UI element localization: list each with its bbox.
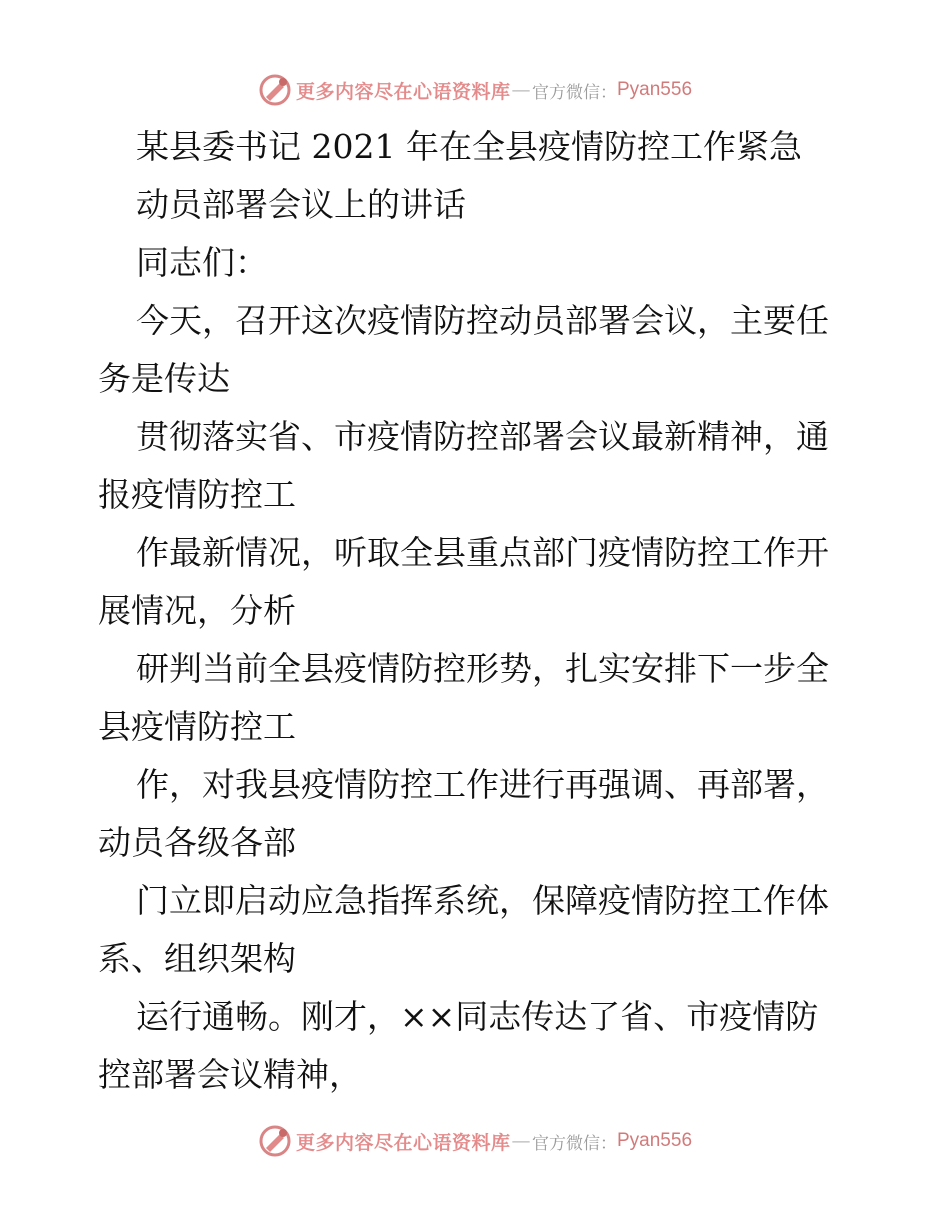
watermark-text: 更多内容尽在心语资料库 xyxy=(295,80,511,103)
paragraph-line: 研判当前全县疫情防控形势，扎实安排下一步全 xyxy=(136,649,829,688)
paragraph-line: 门立即启动应急指挥系统，保障疫情防控工作体 xyxy=(136,881,829,920)
paragraph-line: 县疫情防控工 xyxy=(98,707,296,746)
title-line-2: 动员部署会议上的讲话 xyxy=(136,185,466,224)
watermark-text: 更多内容尽在心语资料库 xyxy=(295,1131,511,1154)
pen-logo-icon xyxy=(258,73,292,107)
paragraph-line: 动员各级各部 xyxy=(98,823,296,862)
watermark-wechat-id: Pyan556 xyxy=(617,1130,693,1151)
paragraph-line: 作，对我县疫情防控工作进行再强调、再部署， xyxy=(136,765,829,804)
paragraph-line: 控部署会议精神， xyxy=(98,1055,362,1094)
paragraph-line: 今天，召开这次疫情防控动员部署会议，主要任 xyxy=(136,301,829,340)
watermark-dash: — xyxy=(511,1130,531,1152)
watermark-dash: — xyxy=(511,79,531,101)
footer-watermark xyxy=(0,1121,950,1161)
paragraph-line: 务是传达 xyxy=(98,359,230,398)
title-line-1: 某县委书记 2021 年在全县疫情防控工作紧急 xyxy=(136,127,802,166)
speech-body xyxy=(98,118,858,1104)
watermark-wechat-label: 官方微信： xyxy=(532,1133,617,1154)
salutation: 同志们： xyxy=(136,243,268,282)
header-watermark xyxy=(0,70,950,110)
paragraph-line: 系、组织架构 xyxy=(98,939,296,978)
paragraph-line: 作最新情况，听取全县重点部门疫情防控工作开 xyxy=(136,533,829,572)
watermark-wechat-id: Pyan556 xyxy=(617,79,693,100)
pen-logo-icon xyxy=(258,1124,292,1158)
paragraph-line: 报疫情防控工 xyxy=(98,475,296,514)
paragraph-line: 贯彻落实省、市疫情防控部署会议最新精神，通 xyxy=(136,417,829,456)
paragraph-line: 展情况，分析 xyxy=(98,591,296,630)
watermark-wechat-label: 官方微信： xyxy=(532,82,617,103)
paragraph-line: 运行通畅。刚才，××同志传达了省、市疫情防 xyxy=(136,997,819,1036)
